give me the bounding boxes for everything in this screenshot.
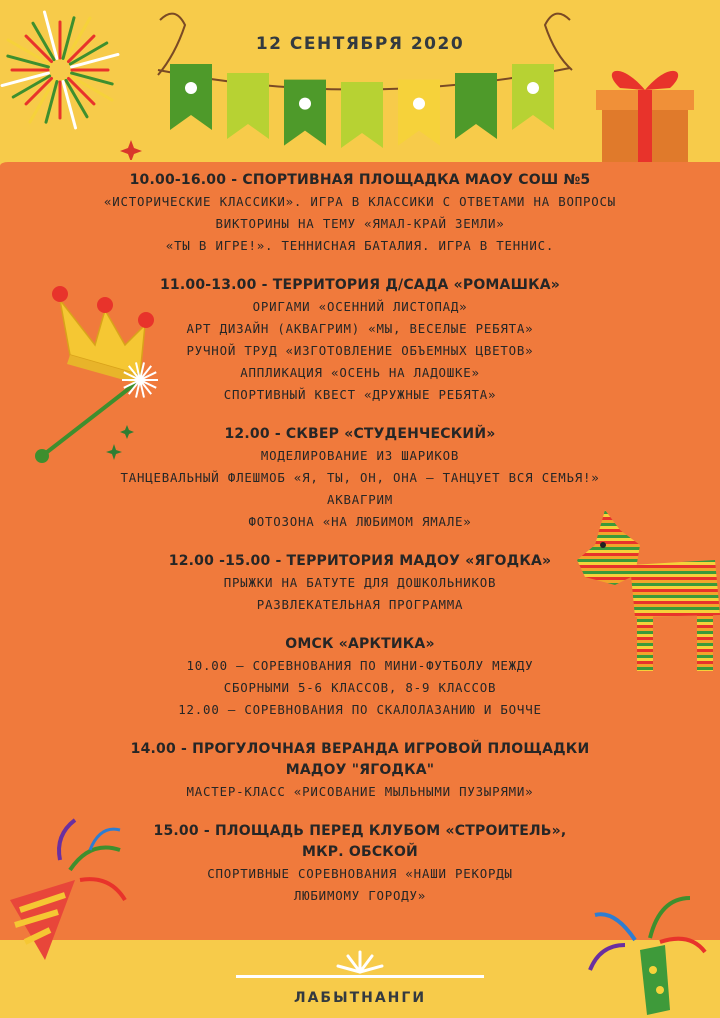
event-activity: ФОТОЗОНА «НА ЛЮБИМОМ ЯМАЛЕ» bbox=[248, 514, 472, 529]
bunting-icon bbox=[140, 0, 590, 150]
event-block bbox=[60, 739, 660, 803]
event-activity: 10.00 – СОРЕВНОВАНИЯ ПО МИНИ-ФУТБОЛУ МЕЖДУ bbox=[186, 658, 534, 673]
event-activity: АКВАГРИМ bbox=[326, 492, 394, 507]
event-activity: МАСТЕР-КЛАСС «РИСОВАНИЕ МЫЛЬНЫМИ ПУЗЫРЯМИ» bbox=[186, 784, 534, 799]
event-heading: 11.00-13.00 - ТЕРРИТОРИЯ Д/САДА «РОМАШКА» bbox=[159, 277, 561, 293]
schedule bbox=[60, 170, 660, 925]
event-activity: РАЗВЛЕКАТЕЛЬНАЯ ПРОГРАММА bbox=[256, 597, 464, 612]
event-block bbox=[60, 821, 660, 907]
sparkle-burst-icon bbox=[330, 944, 390, 974]
event-activity: АРТ ДИЗАЙН (АКВАГРИМ) «МЫ, ВЕСЕЛЫЕ РЕБЯТА» bbox=[186, 321, 534, 336]
event-heading: 12.00 - СКВЕР «СТУДЕНЧЕСКИЙ» bbox=[224, 426, 496, 442]
event-activity: 12.00 – СОРЕВНОВАНИЯ ПО СКАЛОЛАЗАНИЮ И БОЧЧЕ bbox=[178, 702, 542, 717]
event-heading: 12.00 -15.00 - ТЕРРИТОРИЯ МАДОУ «ЯГОДКА» bbox=[168, 553, 552, 569]
event-activity: «ИСТОРИЧЕСКИЕ КЛАССИКИ». ИГРА В КЛАССИКИ С ОТВЕТАМИ НА ВОПРОСЫ bbox=[103, 194, 617, 209]
footer-divider bbox=[236, 975, 484, 978]
event-activity: АППЛИКАЦИЯ «ОСЕНЬ НА ЛАДОШКЕ» bbox=[240, 365, 480, 380]
event-heading: 14.00 - ПРОГУЛОЧНАЯ ВЕРАНДА ИГРОВОЙ ПЛОЩАДКИ bbox=[130, 741, 590, 757]
footer-city: ЛАБЫТНАНГИ bbox=[293, 990, 427, 1006]
gift-box-icon bbox=[590, 50, 700, 170]
event-heading: МКР. ОБСКОЙ bbox=[302, 844, 418, 860]
event-activity: СПОРТИВНЫЙ КВЕСТ «ДРУЖНЫЕ РЕБЯТА» bbox=[223, 387, 497, 402]
event-block bbox=[60, 424, 660, 533]
event-block bbox=[60, 634, 660, 721]
event-activity: ОРИГАМИ «ОСЕННИЙ ЛИСТОПАД» bbox=[252, 299, 468, 314]
event-activity: РУЧНОЙ ТРУД «ИЗГОТОВЛЕНИЕ ОБЪЕМНЫХ ЦВЕТОВ» bbox=[186, 343, 534, 358]
event-heading: 15.00 - ПЛОЩАДЬ ПЕРЕД КЛУБОМ «СТРОИТЕЛЬ», bbox=[153, 823, 567, 839]
event-date: 12 СЕНТЯБРЯ 2020 bbox=[255, 34, 465, 54]
event-activity: МОДЕЛИРОВАНИЕ ИЗ ШАРИКОВ bbox=[260, 448, 460, 463]
event-activity: ВИКТОРИНЫ НА ТЕМУ «ЯМАЛ-КРАЙ ЗЕМЛИ» bbox=[215, 216, 505, 231]
event-activity: ПРЫЖКИ НА БАТУТЕ ДЛЯ ДОШКОЛЬНИКОВ bbox=[223, 575, 497, 590]
event-activity: «ТЫ В ИГРЕ!». ТЕННИСНАЯ БАТАЛИЯ. ИГРА В ТЕННИС. bbox=[165, 238, 555, 253]
event-heading: ОМСК «АРКТИКА» bbox=[285, 636, 435, 652]
event-heading: МАДОУ "ЯГОДКА" bbox=[285, 762, 435, 778]
event-heading: 10.00-16.00 - СПОРТИВНАЯ ПЛОЩАДКА МАОУ СОШ №5 bbox=[129, 172, 591, 188]
event-activity: ТАНЦЕВАЛЬНЫЙ ФЛЕШМОБ «Я, ТЫ, ОН, ОНА – ТАНЦУЕТ ВСЯ СЕМЬЯ!» bbox=[120, 470, 600, 485]
event-block bbox=[60, 170, 660, 257]
event-activity: СБОРНЫМИ 5-6 КЛАССОВ, 8-9 КЛАССОВ bbox=[223, 680, 497, 695]
event-activity: СПОРТИВНЫЕ СОРЕВНОВАНИЯ «НАШИ РЕКОРДЫ bbox=[207, 866, 513, 881]
fireworks-icon bbox=[0, 0, 150, 160]
event-block bbox=[60, 551, 660, 616]
event-block bbox=[60, 275, 660, 406]
event-activity: ЛЮБИМОМУ ГОРОДУ» bbox=[293, 888, 427, 903]
